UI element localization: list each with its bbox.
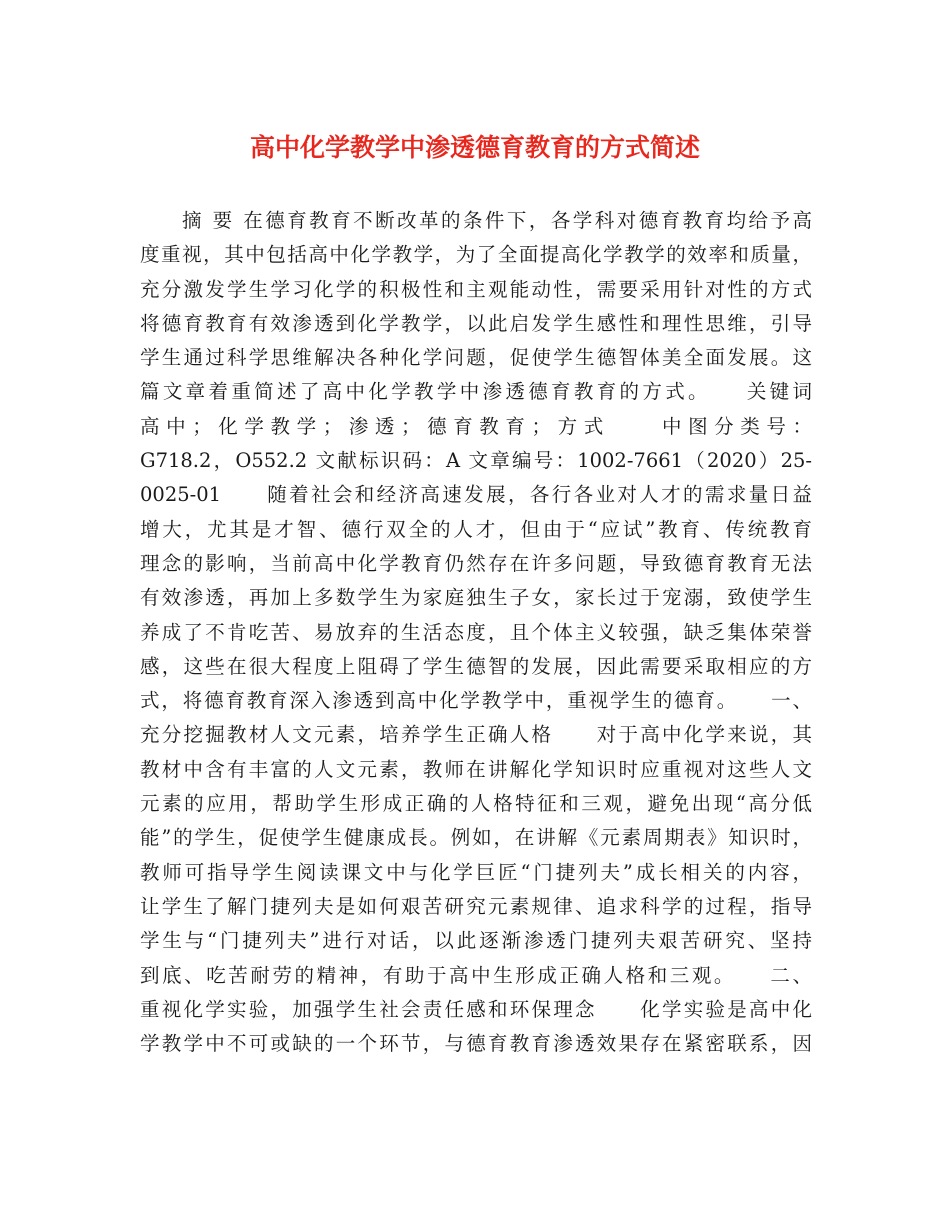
- body-line: 学生与“门捷列夫”进行对话，以此逐渐渗透门捷列夫艰苦研究、坚持: [140, 929, 812, 953]
- body-line: 学生通过科学思维解决各种化学问题，促使学生德智体美全面发展。这: [140, 346, 812, 370]
- body-line: G718.2，O552.2 文献标识码：A 文章编号：1002-7661（2020）25-: [140, 449, 812, 473]
- body-line: 教师可指导学生阅读课文中与化学巨匠“门捷列夫”成长相关的内容，: [140, 860, 812, 884]
- body-line: 度重视，其中包括高中化学教学，为了全面提高化学教学的效率和质量，: [140, 243, 812, 267]
- body-line: 高中；化学教学；渗透；德育教育；方式 中图分类号：: [140, 414, 812, 438]
- body-line: 将德育教育有效渗透到化学教学，以此启发学生感性和理性思维，引导: [140, 311, 812, 335]
- body-line: 0025-01 随着社会和经济高速发展，各行各业对人才的需求量日益: [140, 483, 812, 507]
- body-line: 增大，尤其是才智、德行双全的人才，但由于“应试”教育、传统教育: [140, 517, 812, 541]
- body-line: 重视化学实验，加强学生社会责任感和环保理念 化学实验是高中化: [140, 997, 812, 1021]
- body-line: 到底、吃苦耐劳的精神，有助于高中生形成正确人格和三观。 二、: [140, 963, 812, 987]
- body-line: 养成了不肯吃苦、易放弃的生活态度，且个体主义较强，缺乏集体荣誉: [140, 620, 812, 644]
- body-line: 教材中含有丰富的人文元素，教师在讲解化学知识时应重视对这些人文: [140, 757, 812, 781]
- body-line: 理念的影响，当前高中化学教育仍然存在许多问题，导致德育教育无法: [140, 551, 812, 575]
- document-body: [140, 204, 812, 1061]
- document-title: 高中化学教学中渗透德育教育的方式简述: [249, 133, 700, 162]
- body-line: 充分挖掘教材人文元素，培养学生正确人格 对于高中化学来说，其: [140, 723, 812, 747]
- body-line: 有效渗透，再加上多数学生为家庭独生子女，家长过于宠溺，致使学生: [140, 586, 812, 610]
- body-line: 篇文章着重简述了高中化学教学中渗透德育教育的方式。 关键词: [140, 380, 812, 404]
- body-line: 让学生了解门捷列夫是如何艰苦研究元素规律、追求科学的过程，指导: [140, 894, 812, 918]
- body-line: 学教学中不可或缺的一个环节，与德育教育渗透效果存在紧密联系，因: [140, 1032, 812, 1056]
- body-line: 充分激发学生学习化学的积极性和主观能动性，需要采用针对性的方式: [140, 277, 812, 301]
- body-line: 摘 要 在德育教育不断改革的条件下，各学科对德育教育均给予高: [182, 209, 812, 232]
- body-line: 元素的应用，帮助学生形成正确的人格特征和三观，避免出现“高分低: [140, 792, 812, 816]
- body-line: 能”的学生，促使学生健康成長。例如，在讲解《元素周期表》知识时，: [140, 826, 812, 850]
- body-line: 式，将德育教育深入渗透到高中化学教学中，重视学生的德育。 一、: [140, 689, 812, 713]
- body-line: 感，这些在很大程度上阻碍了学生德智的发展，因此需要采取相应的方: [140, 654, 812, 678]
